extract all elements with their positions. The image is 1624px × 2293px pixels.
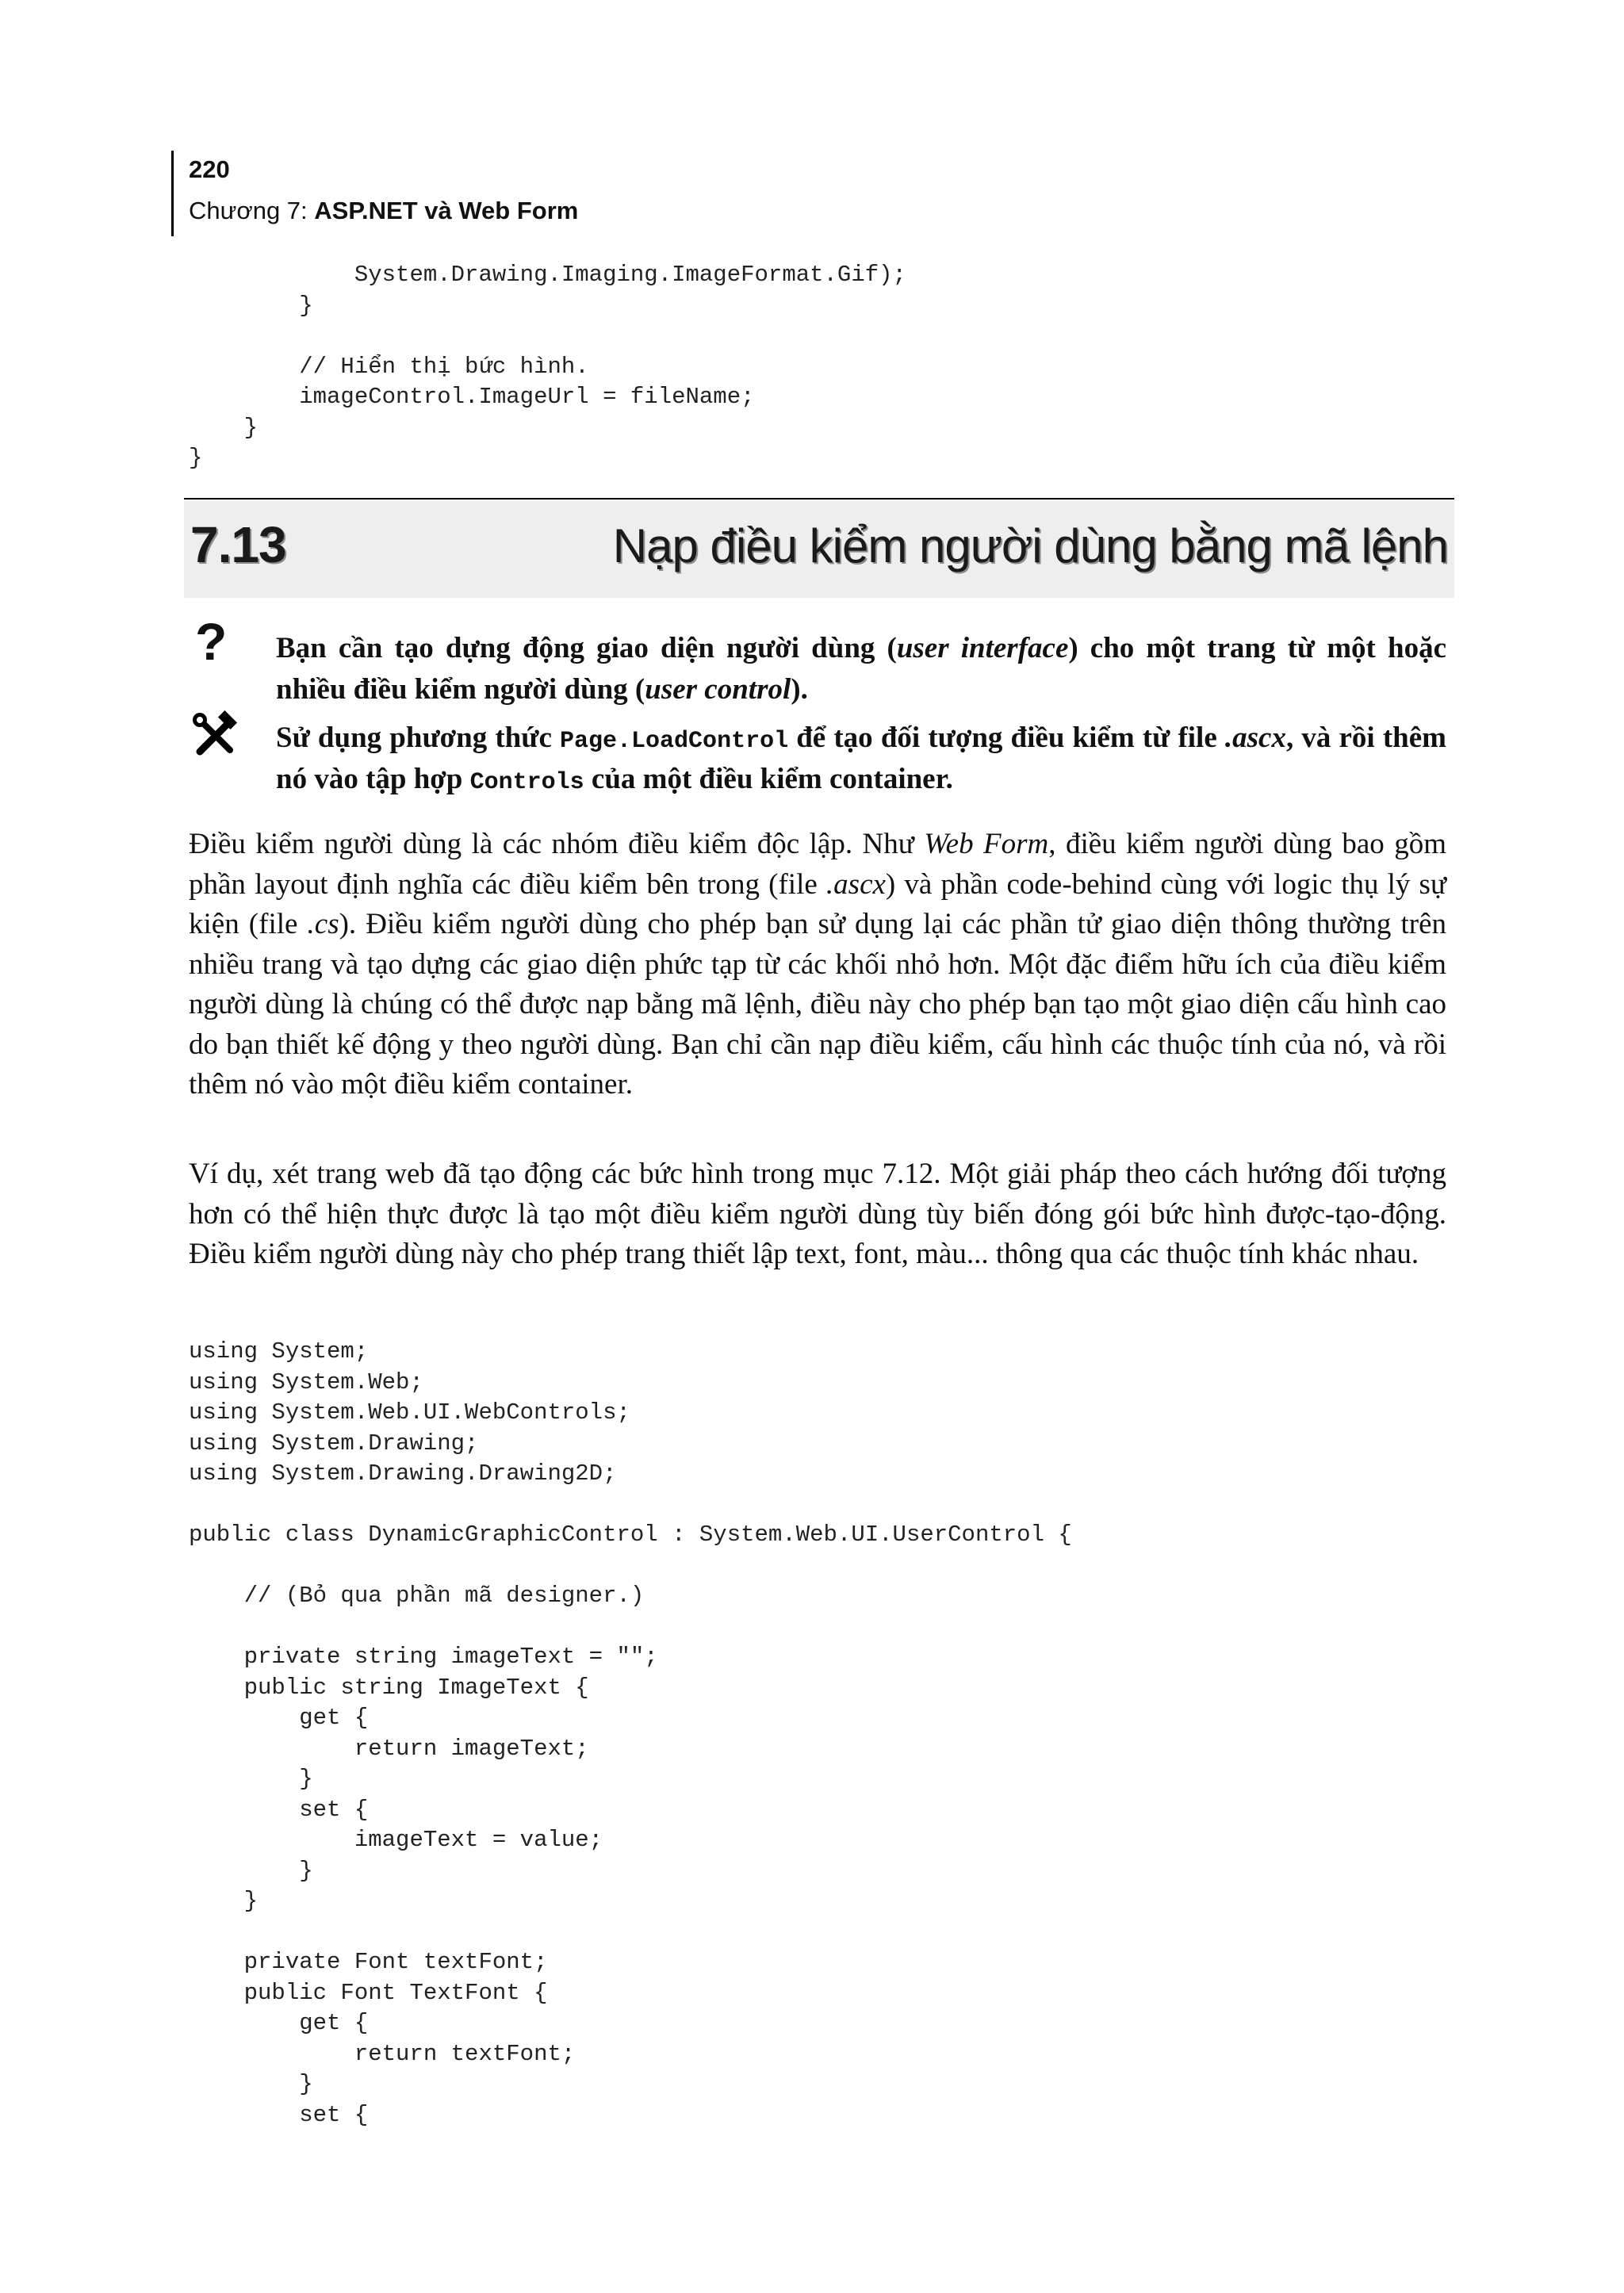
paragraph-text: Điều kiểm người dùng là các nhóm điều kiểm độc lập. Như [189, 828, 925, 860]
solution-code: Controls [469, 769, 584, 796]
problem-text: ) cho một trang từ một hoặc nhiều điều kiểm người dùng ( [276, 632, 1446, 706]
solution-text: của một điều kiểm container. [584, 763, 953, 795]
problem-text: Bạn cần tạo dựng động giao diện người dùng ( [276, 632, 897, 664]
paragraph-term: Web Form [924, 828, 1049, 860]
solution-text: , và rồi thêm nó vào tập hợp [276, 722, 1446, 795]
problem-term: user interface [896, 632, 1069, 664]
paragraph-text: , điều kiểm người dùng bao gồm phần layout định nghĩa các điều kiểm bên trong (file [189, 828, 1446, 901]
page-number: 220 [189, 155, 230, 183]
solution-text: để tạo đối tượng điều kiểm từ file [788, 722, 1225, 754]
paragraph-text: ). Điều kiểm người dùng cho phép bạn sử dụng lại các phần tử giao diện thông thường trên nhiều trang và tạo dựng các giao diện phức tạp từ các khối nhỏ hơn. Một đặc điểm hữu ích của điều kiểm người dùng là chúng có thể được nạp bằng mã lệnh, điều này cho phép bạn tạo một giao diện cấu hình cao do bạn thiết kế động y theo người dùng. Bạn chỉ cần nạp điều kiểm, cấu hình các thuộc tính của nó, và rồi thêm nó vào một điều kiểm container. [189, 908, 1446, 1101]
section-rule [184, 498, 1454, 500]
chapter-title: ASP.NET và Web Form [314, 197, 579, 224]
solution-code: Page.LoadControl [560, 728, 789, 755]
paragraph-term: .cs [307, 908, 339, 940]
body-paragraph-1 [189, 825, 1446, 1105]
tools-icon [190, 710, 241, 761]
chapter-header [189, 197, 578, 225]
header-rule [171, 151, 174, 236]
body-paragraph-2: Ví dụ, xét trang web đã tạo động các bức hình trong mục 7.12. Một giải pháp theo cách hướng đối tượng hơn có thể hiện thực được là tạo một điều kiểm người dùng tùy biến đóng gói bức hình được-tạo-động. Điều kiểm người dùng này cho phép trang thiết lập text, font, màu... thông qua các thuộc tính khác nhau. [189, 1158, 1446, 1270]
question-mark-icon: ? [195, 612, 228, 671]
code-block-main: using System; using System.Web; using System.Web.UI.WebControls; using System.Drawing; using System.Drawing.Drawing2D; public class DynamicGraphicControl : System.Web.UI.UserControl { // (Bỏ qua phần mã designer.) private string imageText = ""; public string ImageText { get { return imageText; } set { imageText = value; } } private Font textFont; public Font TextFont { get { return textFont; } set { [189, 1338, 1072, 2128]
problem-term: user control [645, 673, 791, 706]
paragraph-text: ) và phần code-behind cùng với logic thụ lý sự kiện (file [189, 867, 1446, 940]
solution-statement [276, 718, 1446, 800]
section-number: 7.13 [190, 516, 286, 573]
chapter-prefix: Chương 7: [189, 197, 315, 224]
section-title: Nạp điều kiểm người dùng bằng mã lệnh [612, 519, 1448, 572]
paragraph-term: .ascx [825, 867, 886, 901]
solution-text: Sử dụng phương thức [276, 722, 561, 754]
solution-term: .ascx [1224, 722, 1286, 754]
problem-statement [276, 628, 1446, 710]
problem-text: ). [791, 673, 808, 706]
code-block-top: System.Drawing.Imaging.ImageFormat.Gif); } // Hiển thị bức hình. imageControl.ImageUrl = fileName; } } [189, 262, 906, 471]
